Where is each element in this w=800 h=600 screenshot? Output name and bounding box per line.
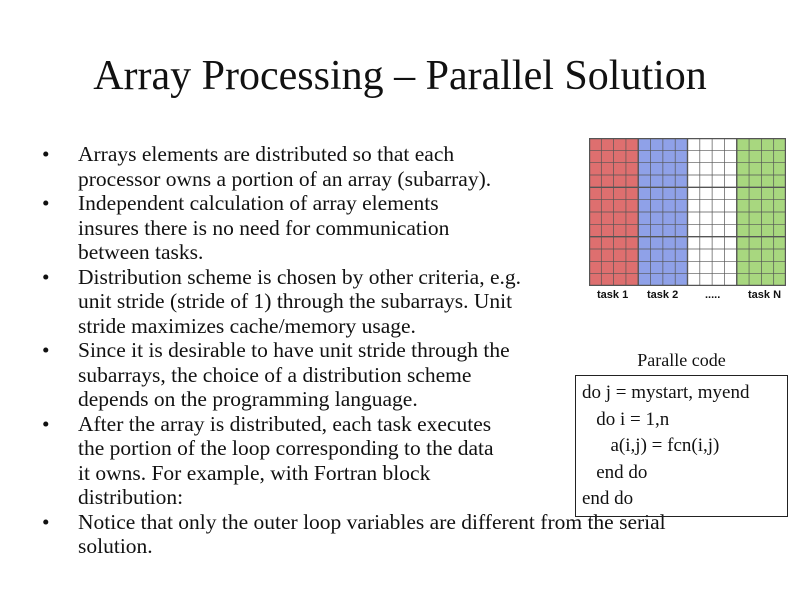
bullet-line: between tasks. xyxy=(78,240,204,264)
task-label-2: task 2 xyxy=(647,289,679,301)
bullet-item xyxy=(38,338,666,412)
bullet-line: Distribution scheme is chosen by other criteria, e.g. xyxy=(78,264,522,289)
bullet-line: the portion of the loop corresponding to the data xyxy=(78,436,494,460)
array-grid xyxy=(589,138,786,286)
code-line: do i = 1,n xyxy=(582,408,670,430)
bullet-item xyxy=(38,265,666,339)
bullet-line: Since it is desirable to have unit stride through the xyxy=(78,338,510,362)
bullet-item xyxy=(38,191,666,265)
slide-title: Array Processing – Parallel Solution xyxy=(93,53,707,99)
bullet-line: unit stride (stride of 1) through the subarrays. Unit xyxy=(78,289,513,313)
code-line: do j = mystart, myend xyxy=(582,382,750,403)
bullet-dot: • xyxy=(42,509,50,534)
task-label-1: task 1 xyxy=(597,289,629,301)
code-box xyxy=(575,375,788,517)
bullet-line: solution. xyxy=(78,534,153,558)
bullet-dot: • xyxy=(42,264,50,289)
code-line: end do xyxy=(582,461,648,483)
bullet-line: processor owns a portion of an array (subarray). xyxy=(78,166,492,191)
bullet-dot: • xyxy=(42,142,50,166)
array-distribution-figure xyxy=(589,138,786,286)
task-label-ellipsis: ..... xyxy=(705,289,721,301)
code-line: end do xyxy=(582,488,634,510)
bullet-line: Arrays elements are distributed so that each xyxy=(78,142,455,166)
bullet-line: depends on the programming language. xyxy=(78,387,418,411)
bullet-line: distribution: xyxy=(78,485,184,509)
bullet-line: it owns. For example, with Fortran block xyxy=(78,460,431,485)
task-label-n: task N xyxy=(748,289,782,301)
bullet-line: After the array is distributed, each task executes xyxy=(78,411,492,436)
code-caption: Paralle code xyxy=(637,350,726,370)
code-line: a(i,j) = fcn(i,j) xyxy=(582,435,720,457)
bullet-line: stride maximizes cache/memory usage. xyxy=(78,313,416,338)
bullet-item xyxy=(38,412,666,510)
bullet-dot: • xyxy=(42,338,50,362)
bullet-item xyxy=(38,142,666,191)
bullet-line: insures there is no need for communication xyxy=(78,215,450,240)
bullet-list xyxy=(38,142,666,559)
bullet-line: Independent calculation of array elements xyxy=(78,191,439,215)
bullet-line: subarrays, the choice of a distribution scheme xyxy=(78,362,472,387)
bullet-dot: • xyxy=(42,191,50,215)
bullet-item xyxy=(38,510,666,559)
bullet-dot: • xyxy=(42,411,50,436)
bullet-line: Notice that only the outer loop variables are different from the serial xyxy=(78,509,666,534)
